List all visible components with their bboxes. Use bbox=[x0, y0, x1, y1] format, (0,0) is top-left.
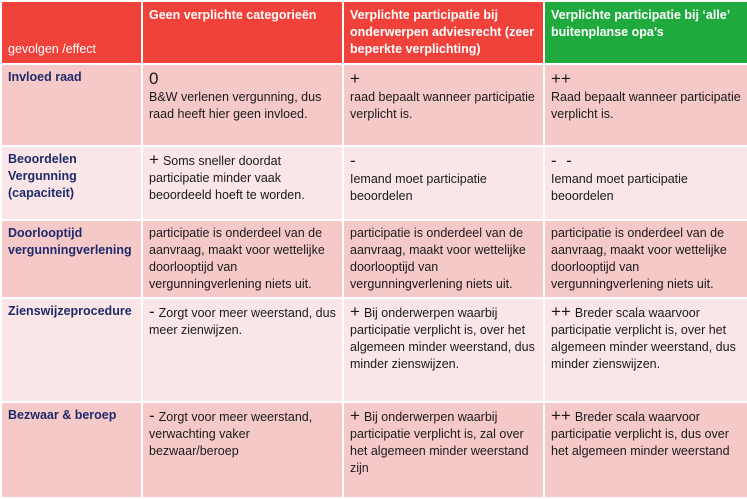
score-mark: - bbox=[350, 151, 356, 170]
score-mark: + bbox=[350, 69, 360, 88]
cell bbox=[544, 220, 747, 298]
table-row bbox=[1, 298, 747, 402]
cell bbox=[343, 402, 544, 498]
row-label: Doorlooptijd vergunningverlening bbox=[1, 220, 142, 298]
score-mark: ++ bbox=[551, 302, 571, 321]
score-mark: ++ bbox=[551, 69, 571, 88]
row-label: Bezwaar & beroep bbox=[1, 402, 142, 498]
score-mark: + bbox=[350, 406, 360, 425]
cell bbox=[544, 402, 747, 498]
cell-text: raad bepaalt wanneer participatie verplicht is. bbox=[350, 90, 535, 121]
cell bbox=[544, 298, 747, 402]
cell-text: Soms sneller doordat participatie minder vaak beoordeeld hoeft te worden. bbox=[149, 154, 305, 202]
score-mark: - bbox=[149, 302, 155, 321]
cell-text: participatie is onderdeel van de aanvraag, maakt voor wettelijke doorlooptijd van vergunningverlening niets uit. bbox=[149, 226, 325, 291]
header-effect: gevolgen /effect bbox=[1, 1, 142, 64]
cell-text: participatie is onderdeel van de aanvraag, maakt voor wettelijke doorlooptijd van vergunningverlening niets uit. bbox=[551, 226, 727, 291]
cell-text: Breder scala waarvoor participatie verplicht is, dus over het algemeen minder weerstand bbox=[551, 410, 730, 458]
score-mark: ++ bbox=[551, 406, 571, 425]
table-row bbox=[1, 64, 747, 146]
table-row bbox=[1, 220, 747, 298]
cell bbox=[544, 64, 747, 146]
table-row bbox=[1, 402, 747, 498]
table-row bbox=[1, 146, 747, 220]
cell bbox=[343, 298, 544, 402]
cell bbox=[142, 402, 343, 498]
cell bbox=[343, 146, 544, 220]
cell-text: Raad bepaalt wanneer participatie verplicht is. bbox=[551, 90, 741, 121]
cell bbox=[142, 146, 343, 220]
cell bbox=[142, 298, 343, 402]
score-mark: - - bbox=[551, 151, 572, 170]
score-mark: + bbox=[350, 302, 360, 321]
header-advisory-obligation: Verplichte participatie bij onderwerpen adviesrecht (zeer beperkte verplichting) bbox=[343, 1, 544, 64]
row-label: Beoordelen Vergunning (capaciteit) bbox=[1, 146, 142, 220]
cell-text: participatie is onderdeel van de aanvraag, maakt voor wettelijke doorlooptijd van vergunningverlening niets uit. bbox=[350, 226, 526, 291]
cell bbox=[343, 220, 544, 298]
cell-text: Iemand moet participatie beoordelen bbox=[551, 172, 688, 203]
score-mark: 0 bbox=[149, 69, 159, 88]
score-mark: + bbox=[149, 150, 159, 169]
cell-text: Bij onderwerpen waarbij participatie verplicht is, over het algemeen minder weerstand, dus minder zienswijzen. bbox=[350, 306, 535, 371]
cell-text: B&W verlenen vergunning, dus raad heeft hier geen invloed. bbox=[149, 90, 322, 121]
cell bbox=[142, 220, 343, 298]
cell-text: Iemand moet participatie beoordelen bbox=[350, 172, 487, 203]
cell bbox=[343, 64, 544, 146]
row-label: Invloed raad bbox=[1, 64, 142, 146]
cell-text: Breder scala waarvoor participatie verplicht is, over het algemeen minder weerstand, dus minder zienswijzen. bbox=[551, 306, 736, 371]
header-all-obligation: Verplichte participatie bij ‘alle’ buitenplanse opa’s bbox=[544, 1, 747, 64]
header-no-obligation: Geen verplichte categorieën bbox=[142, 1, 343, 64]
cell-text: Zorgt voor meer weerstand, verwachting vaker bezwaar/beroep bbox=[149, 410, 313, 458]
header-row bbox=[1, 1, 747, 64]
cell-text: Zorgt voor meer weerstand, dus meer zienwijzen. bbox=[149, 306, 336, 337]
cell bbox=[142, 64, 343, 146]
row-label: Zienswijzeprocedure bbox=[1, 298, 142, 402]
score-mark: - bbox=[149, 406, 155, 425]
cell-text: Bij onderwerpen waarbij participatie verplicht is, zal over het algemeen minder weerstand zijn bbox=[350, 410, 529, 475]
cell bbox=[544, 146, 747, 220]
